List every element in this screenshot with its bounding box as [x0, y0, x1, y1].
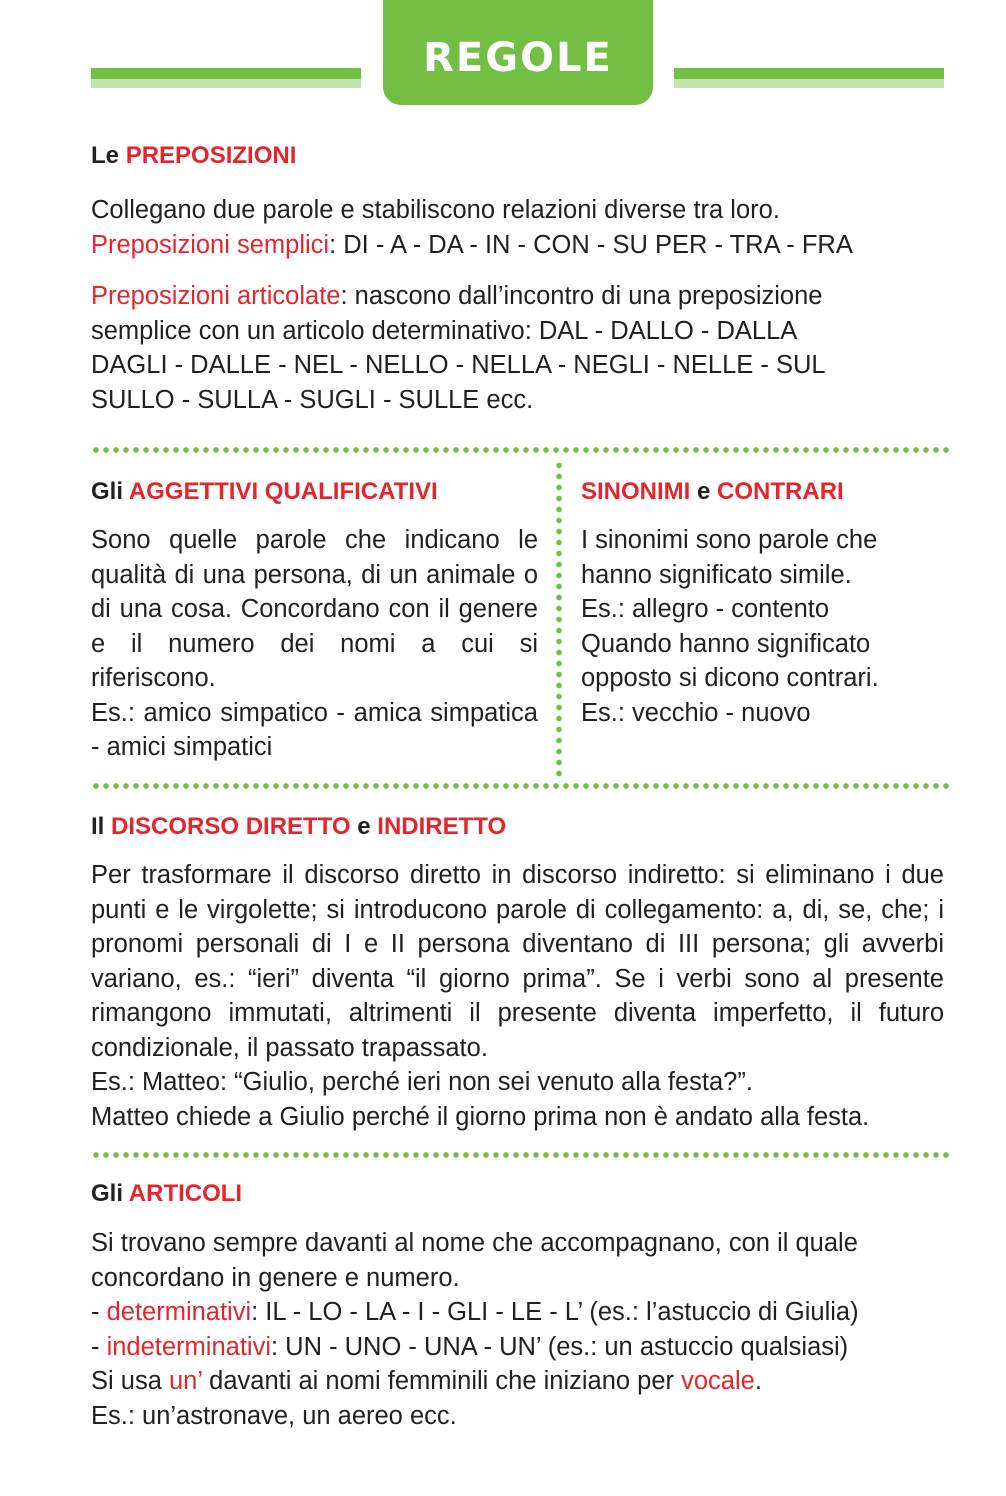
sinonimi-body: I sinonimi sono parole che hanno significato simile. Es.: allegro - contento Quando hanno significato opposto si dicono contrari. Es.: vecchio - nuovo [581, 526, 879, 727]
dotted-divider-vertical [556, 460, 562, 782]
header-rule-right [674, 68, 944, 88]
section-articoli [91, 1179, 951, 1209]
section-title-aggettivi: Gli AGGETTIVI QUALIFICATIVI [91, 478, 438, 505]
dotted-divider-3 [91, 1152, 949, 1158]
articoli-determinativi: - determinativi: IL - LO - LA - I - GLI - LE - L’ (es.: l’astuccio di Giulia) [91, 1298, 859, 1326]
preposizioni-body: Collegano due parole e stabiliscono relazioni diverse tra loro. Preposizioni semplici: DI - A - DA - IN - CON - SU PER - TRA - FRA [91, 196, 853, 259]
section-discorso [91, 812, 951, 842]
articoli-indeterminativi: - indeterminativi: UN - UNO - UNA - UN’ (es.: un astuccio qualsiasi) [91, 1332, 849, 1361]
aggettivi-body: Sono quelle parole che indicano le qualità di una persona, di un animale o di una cosa. Concordano con il genere e il numero dei nomi a cui si riferiscono. Es.: amico simpatico - amica simpatica - amici simpatici [91, 526, 538, 761]
header-rule-left [91, 68, 361, 88]
section-title-discorso: Il DISCORSO DIRETTO e INDIRETTO [91, 813, 507, 840]
page-title: REGOLE [423, 34, 613, 81]
articoli-uso: Si usa un’ davanti ai nomi femminili che iniziano per vocale. [91, 1367, 762, 1395]
header-tab [383, 0, 653, 105]
dotted-divider-2 [91, 783, 949, 789]
section-sinonimi [581, 477, 951, 507]
discorso-body: Per trasformare il discorso diretto in discorso indiretto: si eliminano i due punti e le virgolette; si introducono parole di collegamento: a, di, se, che; i pronomi personali di I e II persona diventano di III persona; gli avverbi variano, es.: “ieri” diventa “il giorno prima”. Se i verbi sono al presente rimangono immutati, altrimenti il presente diventa imperfetto, il futuro condizionale, il passato trapassato. Es.: Matteo: “Giulio, perché ieri non sei venuto alla festa?”. Matteo chiede a Giulio perché il giorno prima non è andato alla festa. [91, 861, 944, 1131]
section-title-preposizioni: Le PREPOSIZIONI [91, 142, 297, 169]
section-preposizioni [91, 141, 951, 171]
section-title-articoli: Gli ARTICOLI [91, 1180, 243, 1207]
preposizioni-articolate: Preposizioni articolate: nascono dall’incontro di una preposizione semplice con un articolo determinativo: DAL - DALLO - DALLA DAGLI - DALLE - NEL - NELLO - NELLA - NEGLI - NELLE - SUL SULLO - SULLA - SUGLI - SULLE ecc. [91, 282, 826, 414]
section-aggettivi [91, 477, 541, 507]
articoli-body: Si trovano sempre davanti al nome che accompagnano, con il quale concordano in genere e numero. - determinativi: IL - LO - LA - I - GLI - LE - L’ (es.: l’astuccio di Giulia) - indeterminativi: UN - UNO - UNA - UN’ (es.: un astuccio qualsiasi) Si usa un’ davanti ai nomi femminili che iniziano per vocale. Es.: un’astronave, un aereo ecc. [91, 1226, 951, 1433]
dotted-divider-1 [91, 447, 949, 453]
section-title-sinonimi: SINONIMI e CONTRARI [581, 478, 844, 505]
